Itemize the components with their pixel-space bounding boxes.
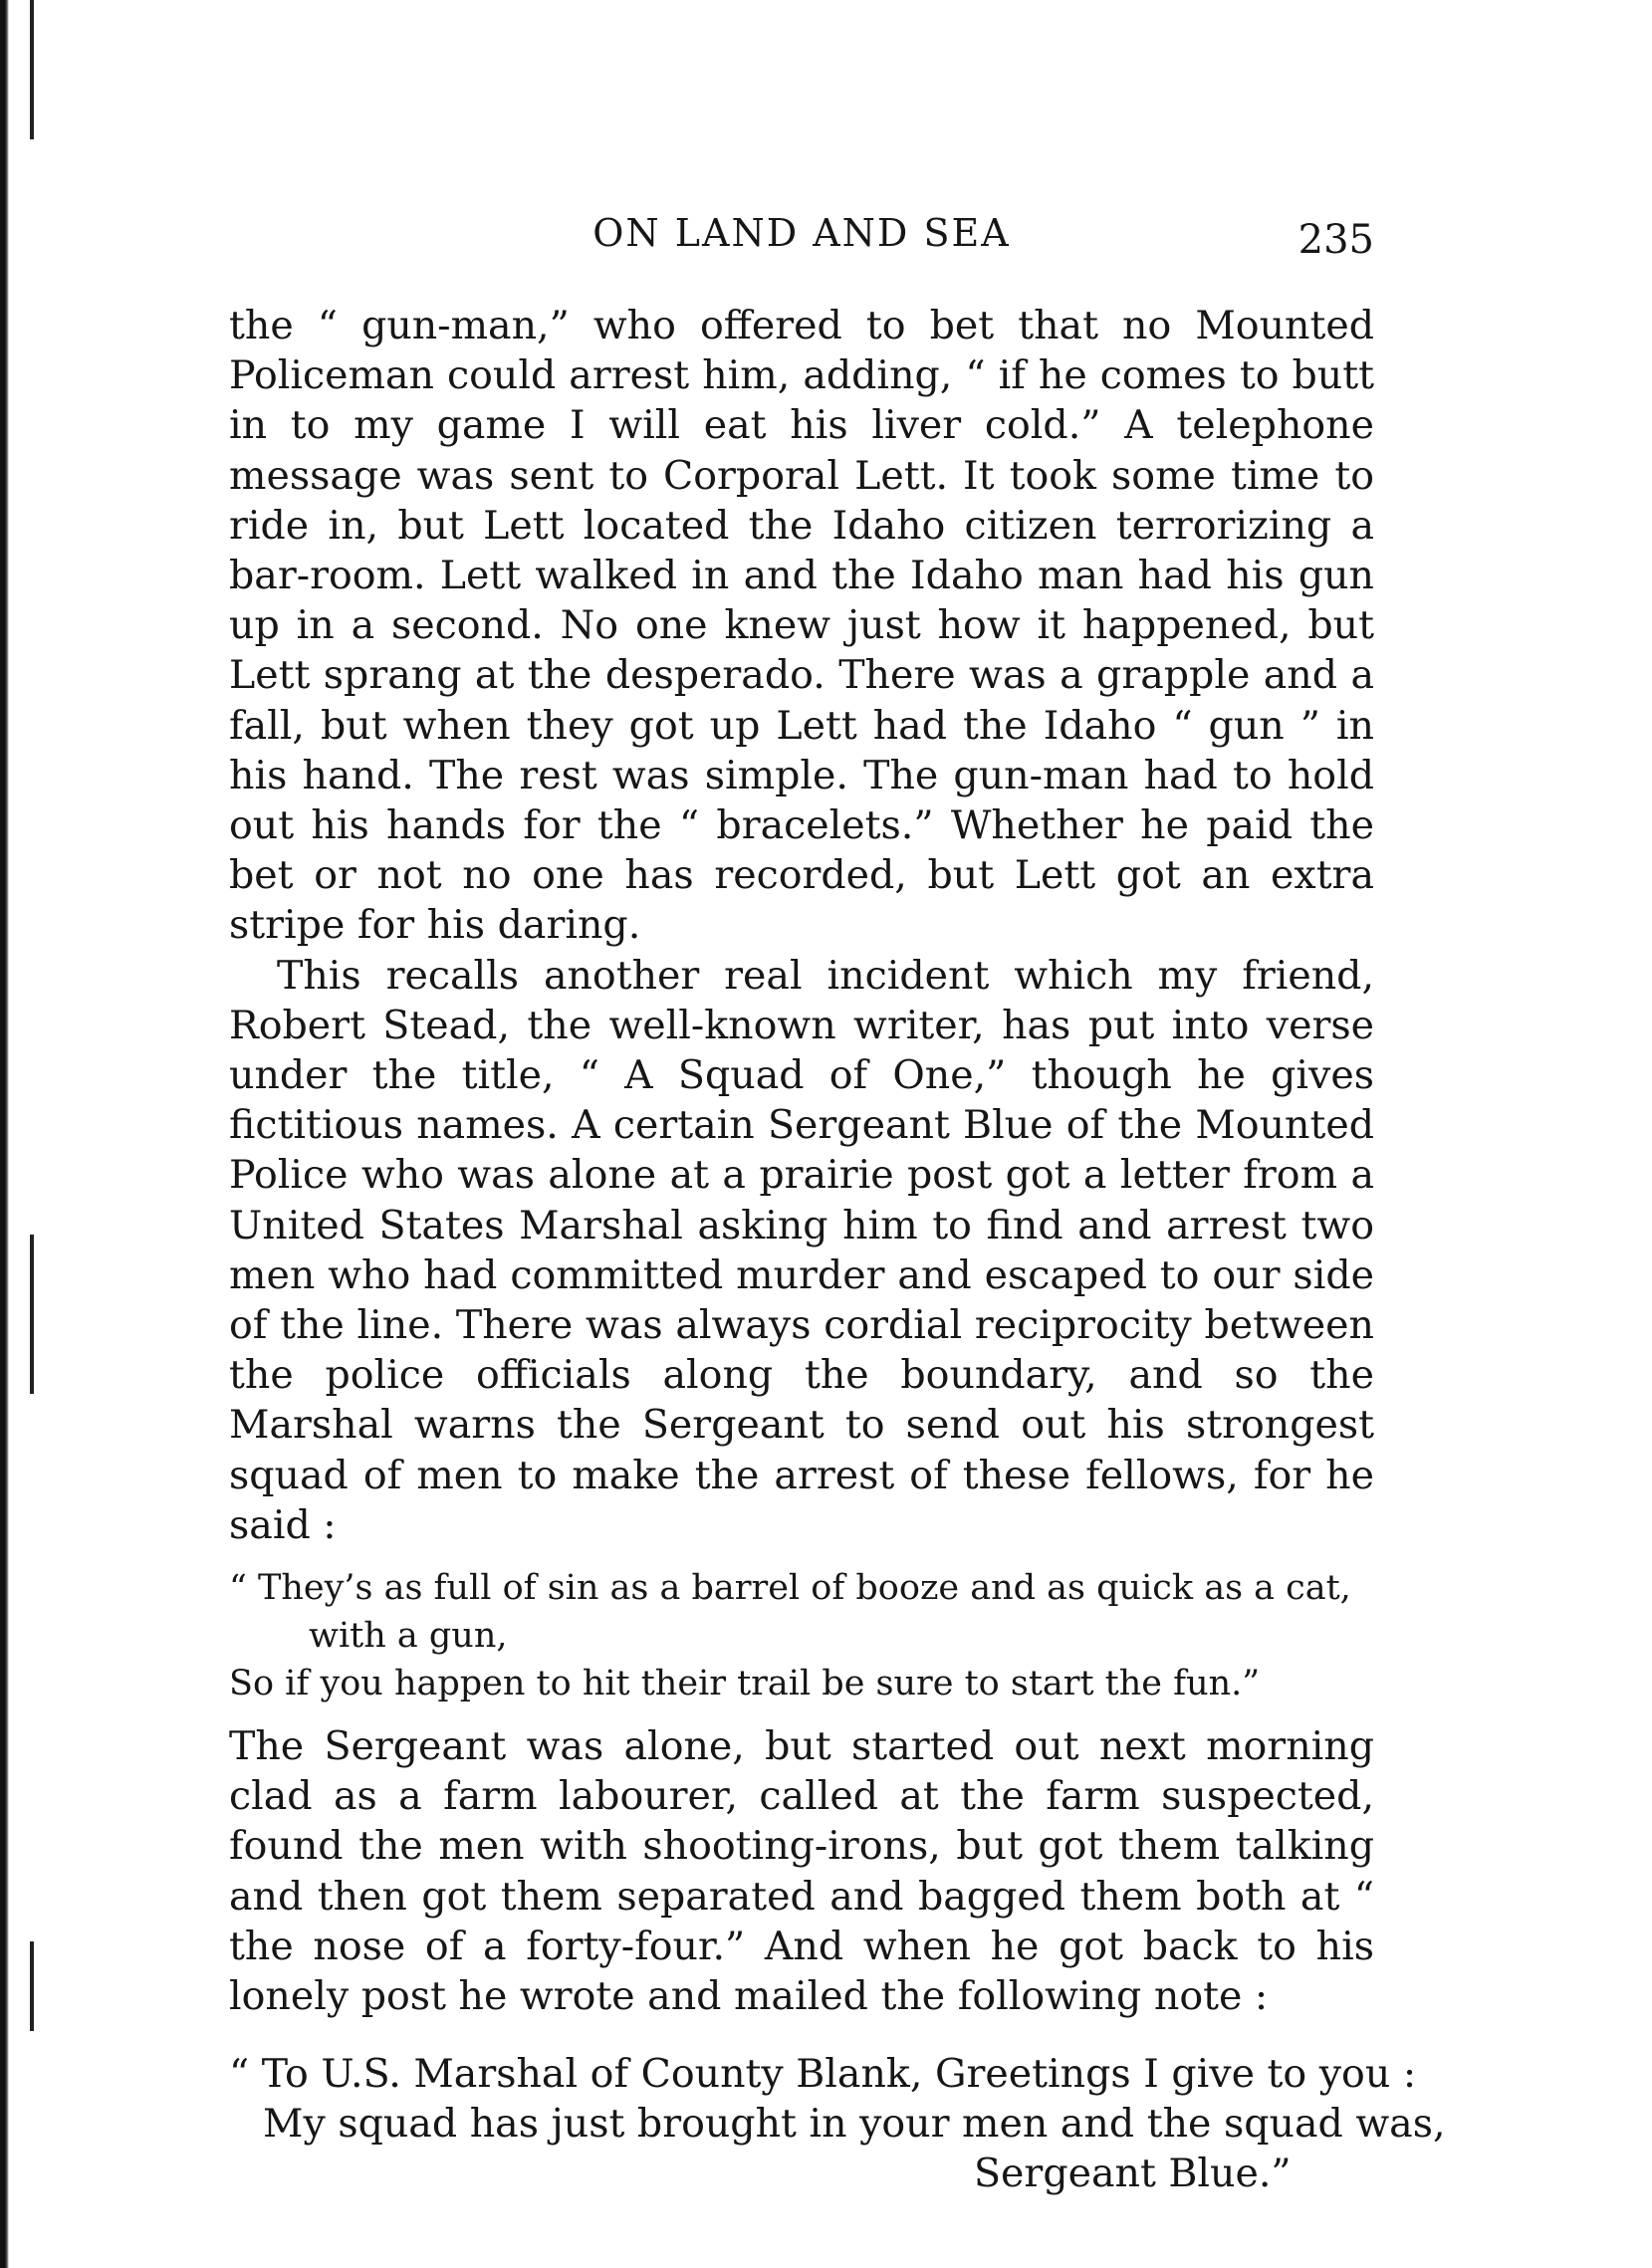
page-header <box>229 211 1374 271</box>
paragraph: the “ gun-man,” who offered to bet that no Mounted Policeman could arrest him, adding, “ if he comes to butt in to my game I will eat his liver cold.” A telephone message was sent to Corporal Lett. It took some time to ride in, but Lett located the Idaho citizen terrorizing a bar-room. Lett walked in and the Idaho man had his gun up in a second. No one knew just how it happened, but Lett sprang at the desperado. There was a grapple and a fall, but when they got up Lett had the Idaho “ gun ” in his hand. The rest was simple. The gun-man had to hold out his hands for the “ bracelets.” Whether he paid the bet or not no one has recorded, but Lett got an extra stripe for his daring. <box>229 303 1374 949</box>
binding-edge <box>0 0 9 2268</box>
binding-mark <box>30 0 34 139</box>
paragraph: The Sergeant was alone, but started out next morning clad as a farm labourer, called at the farm suspected, found the men with shooting-irons, but got them talking and then got them separated and bagged them both at “ the nose of a forty-four.” And when he got back to his lonely post he wrote and mailed the following note : <box>229 1723 1374 2020</box>
verse-line: with a gun, <box>309 1616 508 1657</box>
verse-line: So if you happen to hit their trail be sure to start the fun.” <box>229 1664 1261 1704</box>
verse-quote <box>229 2049 1446 2198</box>
verse-line: “ They’s as full of sin as a barrel of booze and as quick as a cat, <box>229 1568 1351 1609</box>
verse-line: “ To U.S. Marshal of County Blank, Greetings I give to you : <box>229 2051 1417 2098</box>
binding-mark <box>30 1941 34 2031</box>
binding-mark <box>30 1235 34 1394</box>
verse-signature: Sergeant Blue.” <box>974 2151 1292 2197</box>
running-head: ON LAND AND SEA <box>592 211 1011 255</box>
paragraph: This recalls another real incident which my friend, Robert Stead, the well-known writer, has put into verse under the title, “ A Squad of One,” though he gives fictitious names. A certain Sergeant Blue of the Mounted Police who was alone at a prairie post got a letter from a United States Marshal asking him to find and arrest two men who had committed murder and escaped to our side of the line. There was always cordial reciprocity between the police officials along the boundary, and so the Marshal warns the Sergeant to send out his strongest squad of men to make the arrest of these fellows, for he said : <box>229 952 1374 1548</box>
verse-quote <box>229 1564 1374 1707</box>
page-number: 235 <box>1298 217 1374 263</box>
verse-line: My squad has just brought in your men and the squad was, <box>263 2101 1446 2148</box>
page-body <box>229 301 1446 2198</box>
